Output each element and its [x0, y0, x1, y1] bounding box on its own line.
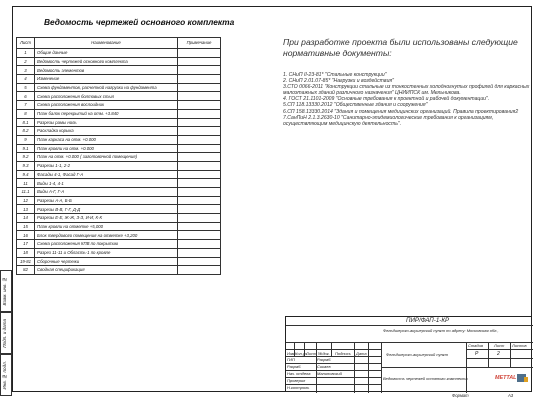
role-head: Нач. отдела	[287, 371, 311, 376]
note-item: 2. СНиП 2.01.07-85* "Нагрузки и воздействия"	[283, 78, 394, 85]
row-sheet-name: Ведомость чертежей основного комплекта	[35, 57, 178, 66]
strip-cell-inventory	[0, 354, 12, 396]
table-row	[17, 135, 221, 144]
row-sheet-number: 2	[17, 57, 35, 66]
document-code: ПИР/ФАП-1-КР	[406, 317, 450, 324]
row-sheet-number: 3	[17, 66, 35, 75]
row-sheet-note	[178, 214, 221, 223]
row-sheet-number: 11	[17, 179, 35, 188]
role-control: Н.контроль	[287, 385, 310, 390]
format-label: Формат	[452, 393, 469, 398]
row-sheet-number: 6	[17, 92, 35, 101]
table-row	[17, 222, 221, 231]
name-2: Сикаев	[317, 364, 331, 369]
table-row	[17, 196, 221, 205]
row-sheet-number: 13	[17, 205, 35, 214]
table-row	[17, 118, 221, 127]
row-sheet-name: Разрезы Е-Е, Ж-Ж, З-З, И-И, К-К	[35, 214, 178, 223]
row-sheet-name: Разрезы А-А, Б-Б	[35, 196, 178, 205]
row-sheet-number: 9.2	[17, 153, 35, 162]
table-row	[17, 179, 221, 188]
table-row	[17, 240, 221, 249]
row-sheet-name: Изменение	[35, 75, 178, 84]
note-item: 3.СТО 0066-2011 "Конструкции стальные из тонкостенных холодногнутых профилей для каркасных малоэтажных зданий различного назначения" ЦНИИПСК им. Мельникова.	[283, 84, 530, 97]
row-sheet-note	[178, 240, 221, 249]
logo-mark-icon	[517, 374, 526, 382]
row-sheet-name: Разрез 11-11 и Область-1 по кровле	[35, 248, 178, 257]
table-row	[17, 66, 221, 75]
row-sheet-name: Раскладка корыка	[35, 127, 178, 136]
table-row	[17, 109, 221, 118]
table-row	[17, 92, 221, 101]
strip-cell-sign	[0, 312, 12, 354]
strip-label-sign: Подп. и дата	[2, 319, 7, 348]
table-body	[17, 49, 221, 275]
row-sheet-note	[178, 266, 221, 275]
row-sheet-note	[178, 127, 221, 136]
sheet-label: Лист	[494, 343, 505, 348]
title-block	[285, 316, 532, 392]
row-sheet-note	[178, 179, 221, 188]
row-sheet-number: 5	[17, 83, 35, 92]
table-header-row	[17, 38, 221, 49]
table-row	[17, 75, 221, 84]
row-sheet-name: Разрезы рамы ноль	[35, 118, 178, 127]
row-sheet-name: Схема фундаментов, расчетной нагрузки на фундамента	[35, 83, 178, 92]
stage-label: Стадия	[468, 343, 483, 348]
row-sheet-number: 1	[17, 49, 35, 58]
row-sheet-number: 9	[17, 135, 35, 144]
role-checker: Проверил	[287, 378, 306, 383]
row-sheet-number: 9.4	[17, 170, 35, 179]
table-row	[17, 205, 221, 214]
table-row	[17, 266, 221, 275]
header-sheet: Лист	[17, 38, 35, 49]
row-sheet-name: Схема расположения вослоидник	[35, 101, 178, 110]
row-sheet-number: 8.2	[17, 127, 35, 136]
row-sheet-note	[178, 109, 221, 118]
strip-label-replace: Взам. инв. №	[2, 277, 7, 306]
row-sheet-name: Разрезы В-В, Г-Г, Д-Д	[35, 205, 178, 214]
row-sheet-note	[178, 144, 221, 153]
table-row	[17, 248, 221, 257]
row-sheet-number: 82	[17, 266, 35, 275]
row-sheet-name: Сборочные чертежи	[35, 257, 178, 266]
format-value: A3	[508, 393, 514, 398]
row-sheet-number: 17	[17, 240, 35, 249]
row-sheet-note	[178, 170, 221, 179]
row-sheet-note	[178, 101, 221, 110]
row-sheet-note	[178, 135, 221, 144]
sheet-name: Ведомость чертежей основного комплекта	[383, 376, 468, 381]
name-3: Малиновский	[317, 371, 342, 376]
col-sheet: Лист	[306, 351, 317, 356]
left-stamp-strip	[0, 270, 12, 396]
logo-text: METTAL	[495, 375, 517, 381]
row-sheet-name: План кровли на отм. +0.000	[35, 144, 178, 153]
row-sheet-note	[178, 222, 221, 231]
table-row	[17, 144, 221, 153]
table-row	[17, 101, 221, 110]
col-doc: №док.	[318, 351, 330, 356]
strip-cell-replace	[0, 270, 12, 312]
table-row	[17, 231, 221, 240]
project-title: Фельдшерско-акушерский пункт по адресу: Московская обл.,	[383, 328, 499, 333]
row-sheet-note	[178, 196, 221, 205]
row-sheet-number: 8	[17, 109, 35, 118]
col-date: Дата	[356, 351, 367, 356]
row-sheet-note	[178, 248, 221, 257]
row-sheet-note	[178, 257, 221, 266]
sheets-label: Листов	[512, 343, 527, 348]
table-title: Ведомость чертежей основного комплекта	[44, 17, 235, 27]
table-row	[17, 188, 221, 197]
row-sheet-number: 15	[17, 222, 35, 231]
name-1: Разраб.	[317, 357, 332, 362]
table-row	[17, 257, 221, 266]
row-sheet-number: 4	[17, 75, 35, 84]
company-logo	[495, 374, 526, 382]
row-sheet-name: Общие данные	[35, 49, 178, 58]
note-item: 7.СанПиН 2.1.3.2630-10 "Санитарно-эпидемиологические требования к организациям, осуществляющим медицинскую деятельность".	[283, 114, 494, 127]
role-developer: Разраб.	[287, 364, 302, 369]
row-sheet-note	[178, 57, 221, 66]
row-sheet-note	[178, 66, 221, 75]
table-row	[17, 127, 221, 136]
row-sheet-name: Блок твердового помещения на отметке +3,200	[35, 231, 178, 240]
table-row	[17, 49, 221, 58]
note-item: 6.СП 158.13330.2014 "Здания и помещения медицинских организаций. Правила проектирования2	[283, 108, 519, 115]
strip-label-inventory: Инв. № подл.	[2, 361, 7, 390]
row-sheet-name: План балок перекрытий на отм. +3.840	[35, 109, 178, 118]
notes-list	[283, 72, 531, 127]
row-sheet-number: 8.1	[17, 118, 35, 127]
row-sheet-note	[178, 231, 221, 240]
row-sheet-note	[178, 83, 221, 92]
row-sheet-name: План каркаса на отм. +0.000	[35, 135, 178, 144]
row-sheet-number: 9.1	[17, 144, 35, 153]
role-gip: ГИП	[287, 357, 295, 362]
row-sheet-name: Разрезы 1-1, 2-2	[35, 161, 178, 170]
row-sheet-number: 18	[17, 248, 35, 257]
row-sheet-name: Схема расположения болтовых стыл	[35, 92, 178, 101]
row-sheet-number: 16	[17, 231, 35, 240]
header-name: Наименование	[35, 38, 178, 49]
table-row	[17, 170, 221, 179]
header-note: Примечание	[178, 38, 221, 49]
row-sheet-note	[178, 75, 221, 84]
table-row	[17, 161, 221, 170]
row-sheet-name: Ведомость элементов	[35, 66, 178, 75]
row-sheet-note	[178, 188, 221, 197]
row-sheet-note	[178, 49, 221, 58]
col-change: Изм.	[287, 351, 296, 356]
row-sheet-number: 11.1	[17, 188, 35, 197]
drawings-table	[16, 37, 221, 275]
col-count: Кол.уч.	[295, 351, 309, 356]
row-sheet-note	[178, 153, 221, 162]
row-sheet-note	[178, 118, 221, 127]
table-row	[17, 57, 221, 66]
row-sheet-name: Виды А-Г, Г-А	[35, 188, 178, 197]
row-sheet-note	[178, 161, 221, 170]
note-item: 5.СП 118.13330.2012 "Общественные здания и сооружения"	[283, 102, 428, 109]
row-sheet-note	[178, 205, 221, 214]
stage-value: Р	[475, 351, 479, 357]
row-sheet-name: План на отм. +0.000 ( заготовочной помещения)	[35, 153, 178, 162]
row-sheet-number: 14	[17, 214, 35, 223]
row-sheet-name: Фасады 4-1, Фасад Г-А	[35, 170, 178, 179]
note-item: 1. СНиП II-23-81* "Стальные конструкции"	[283, 72, 387, 78]
row-sheet-note	[178, 92, 221, 101]
row-sheet-number: 19-81	[17, 257, 35, 266]
row-sheet-number: 12	[17, 196, 35, 205]
table-row	[17, 153, 221, 162]
row-sheet-name: Сводная спецификация	[35, 266, 178, 275]
row-sheet-name: Схема расположения КПВ по покрытию	[35, 240, 178, 249]
col-signature: Подпись	[335, 351, 351, 356]
row-sheet-name: Виды 1-4, 4-1	[35, 179, 178, 188]
sheet-value: 2	[497, 351, 500, 357]
row-sheet-number: 9.3	[17, 161, 35, 170]
note-item: 4. ГОСТ 21.1101-2009 "Основные требования к проектной и рабочей документации".	[283, 96, 490, 103]
row-sheet-name: План кровли на отметке +5,000	[35, 222, 178, 231]
object-name: Фельдшерско-акушерский пункт	[386, 352, 449, 357]
notes-heading: При разработке проекта были использованы следующие нормативные документы:	[283, 37, 518, 58]
row-sheet-number: 7	[17, 101, 35, 110]
table-row	[17, 214, 221, 223]
table-row	[17, 83, 221, 92]
